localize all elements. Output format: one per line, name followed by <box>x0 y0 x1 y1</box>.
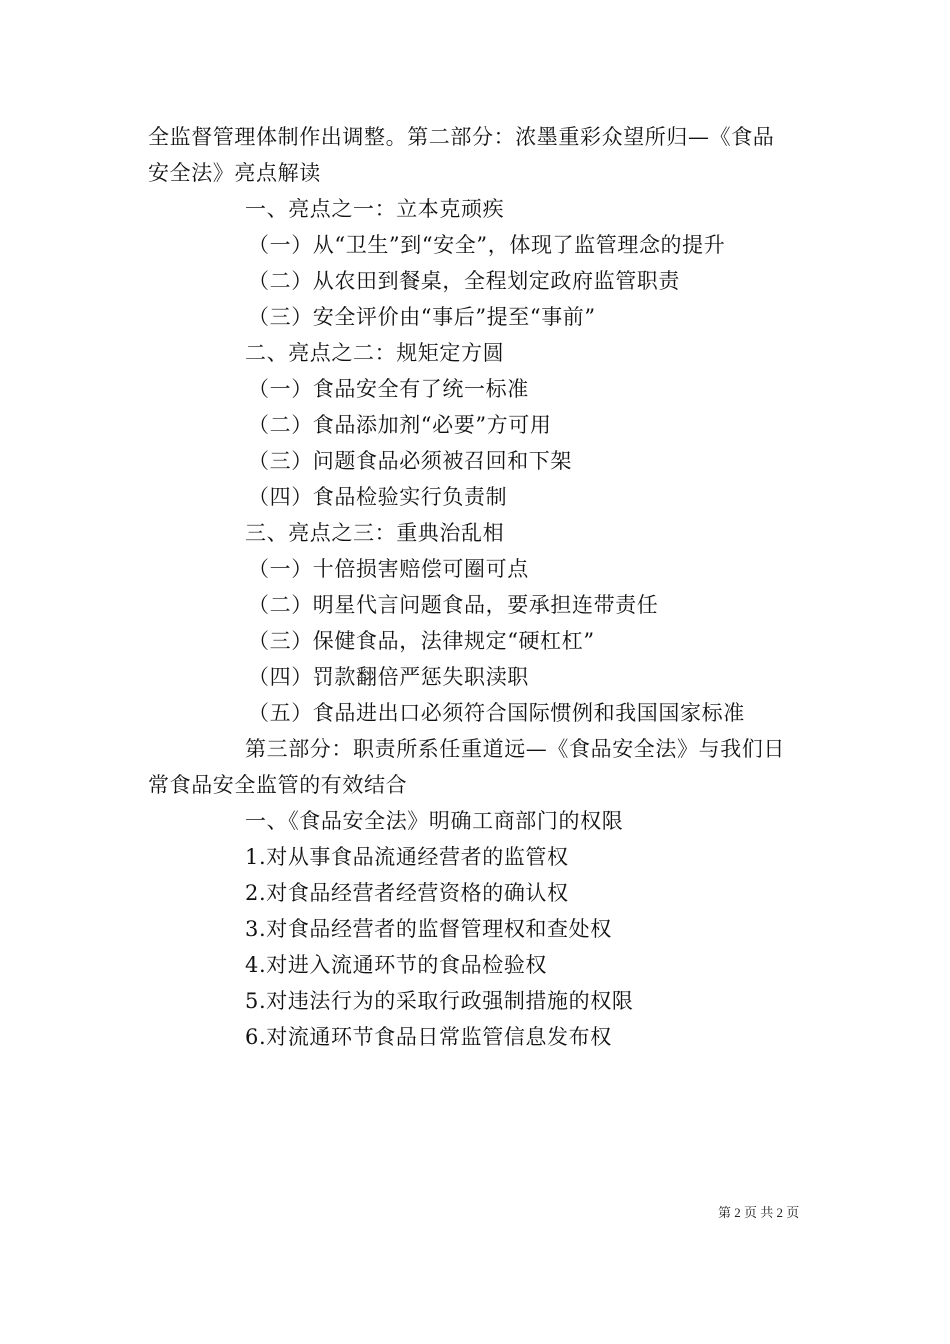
paragraph-line: 全监督管理体制作出调整。第二部分：浓墨重彩众望所归—《食品 <box>148 125 775 149</box>
section-heading: 三、亮点之三：重典治乱相 <box>245 521 505 545</box>
section-heading: 二、亮点之二：规矩定方圆 <box>245 341 505 365</box>
list-item: （二）食品添加剂“必要”方可用 <box>248 413 552 437</box>
list-item: （一）食品安全有了统一标准 <box>248 377 529 401</box>
page-number-footer: 第 2 页 共 2 页 <box>718 1205 800 1220</box>
numbered-item: 1.对从事食品流通经营者的监管权 <box>245 845 569 869</box>
list-item: （一）从“卫生”到“安全”，体现了监管理念的提升 <box>248 233 726 257</box>
numbered-item: 3.对食品经营者的监督管理权和查处权 <box>245 917 612 941</box>
list-item: （四）食品检验实行负责制 <box>248 485 508 509</box>
numbered-item: 2.对食品经营者经营资格的确认权 <box>245 881 569 905</box>
list-item: （一）十倍损害赔偿可圈可点 <box>248 557 529 581</box>
numbered-item: 6.对流通环节食品日常监管信息发布权 <box>245 1025 612 1049</box>
list-item: （三）问题食品必须被召回和下架 <box>248 449 572 473</box>
section-heading: 一、亮点之一：立本克顽疾 <box>245 197 505 221</box>
paragraph-line: 第三部分：职责所系任重道远—《食品安全法》与我们日 <box>245 737 785 761</box>
paragraph-line: 常食品安全监管的有效结合 <box>148 773 408 797</box>
list-item: （四）罚款翻倍严惩失职渎职 <box>248 665 529 689</box>
list-item: （三）保健食品，法律规定“硬杠杠” <box>248 629 595 653</box>
list-item: （五）食品进出口必须符合国际惯例和我国国家标准 <box>248 701 745 725</box>
list-item: （二）明星代言问题食品，要承担连带责任 <box>248 593 659 617</box>
section-heading: 一、《食品安全法》明确工商部门的权限 <box>245 809 624 833</box>
list-item: （三）安全评价由“事后”提至“事前” <box>248 305 596 329</box>
numbered-item: 4.对进入流通环节的食品检验权 <box>245 953 548 977</box>
paragraph-line: 安全法》亮点解读 <box>148 161 321 185</box>
list-item: （二）从农田到餐桌，全程划定政府监管职责 <box>248 269 680 293</box>
numbered-item: 5.对违法行为的采取行政强制措施的权限 <box>245 989 634 1013</box>
